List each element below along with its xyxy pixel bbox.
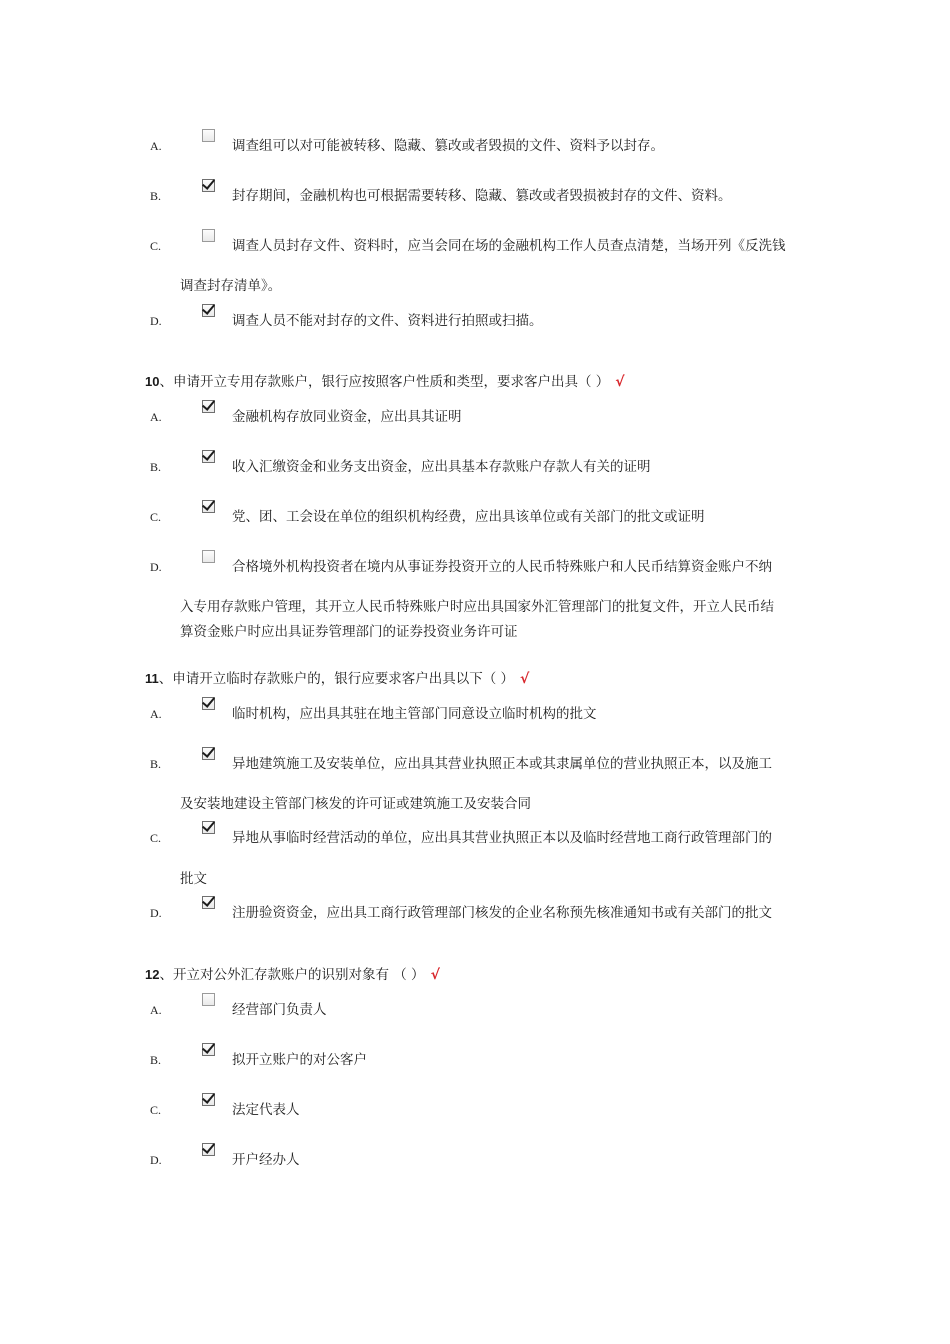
option-text-continued: 算资金账户时应出具证券管理部门的证券投资业务许可证 bbox=[180, 624, 518, 640]
option-letter: D. bbox=[150, 314, 162, 328]
option-checkbox[interactable] bbox=[202, 304, 215, 317]
option-text: 法定代表人 bbox=[232, 1102, 300, 1118]
option-text: 党、团、工会设在单位的组织机构经费，应出具该单位或有关部门的批文或证明 bbox=[232, 509, 705, 525]
option-text: 拟开立账户的对公客户 bbox=[232, 1052, 367, 1068]
option-letter: B. bbox=[150, 757, 162, 771]
correct-mark-icon: √ bbox=[520, 671, 530, 687]
option-letter: A. bbox=[150, 139, 162, 153]
option-text: 金融机构存放同业资金，应出具其证明 bbox=[232, 409, 462, 425]
option-text: 合格境外机构投资者在境内从事证券投资开立的人民币特殊账户和人民币结算资金账户不纳 bbox=[232, 559, 772, 575]
option-checkbox[interactable] bbox=[202, 1143, 215, 1156]
correct-mark-icon: √ bbox=[615, 374, 625, 390]
option-checkbox[interactable] bbox=[202, 179, 215, 192]
option-checkbox[interactable] bbox=[202, 821, 215, 834]
option-letter: C. bbox=[150, 510, 162, 524]
option-letter: B. bbox=[150, 460, 162, 474]
question-title bbox=[145, 669, 529, 689]
option-checkbox[interactable] bbox=[202, 550, 215, 563]
option-letter: D. bbox=[150, 906, 162, 920]
option-checkbox[interactable] bbox=[202, 450, 215, 463]
question-number: 12 bbox=[145, 967, 160, 982]
question-text: 、申请开立临时存款账户的，银行应要求客户出具以下（ ） bbox=[158, 671, 515, 687]
option-checkbox[interactable] bbox=[202, 896, 215, 909]
option-letter: A. bbox=[150, 410, 162, 424]
option-text: 注册验资资金，应出具工商行政管理部门核发的企业名称预先核准通知书或有关部门的批文 bbox=[232, 905, 772, 921]
option-letter: B. bbox=[150, 1053, 162, 1067]
question-number: 10 bbox=[145, 374, 160, 389]
question-text: 、开立对公外汇存款账户的识别对象有 （ ） bbox=[159, 967, 425, 983]
option-checkbox[interactable] bbox=[202, 500, 215, 513]
option-checkbox[interactable] bbox=[202, 1043, 215, 1056]
option-text: 经营部门负责人 bbox=[232, 1002, 327, 1018]
option-letter: A. bbox=[150, 1003, 162, 1017]
option-text-continued: 及安装地建设主管部门核发的许可证或建筑施工及安装合同 bbox=[180, 796, 531, 812]
option-text-continued: 批文 bbox=[180, 871, 207, 887]
option-checkbox[interactable] bbox=[202, 697, 215, 710]
option-checkbox[interactable] bbox=[202, 1093, 215, 1106]
option-letter: B. bbox=[150, 189, 162, 203]
correct-mark-icon: √ bbox=[430, 967, 440, 983]
option-letter: D. bbox=[150, 1153, 162, 1167]
question-number: 11 bbox=[145, 671, 159, 686]
option-text: 调查组可以对可能被转移、隐藏、篡改或者毁损的文件、资料予以封存。 bbox=[232, 138, 664, 154]
option-text: 临时机构，应出具其驻在地主管部门同意设立临时机构的批文 bbox=[232, 706, 597, 722]
option-letter: C. bbox=[150, 1103, 162, 1117]
option-text: 异地建筑施工及安装单位，应出具其营业执照正本或其隶属单位的营业执照正本，以及施工 bbox=[232, 756, 772, 772]
option-letter: D. bbox=[150, 560, 162, 574]
question-title bbox=[145, 372, 625, 392]
option-letter: C. bbox=[150, 239, 162, 253]
option-checkbox[interactable] bbox=[202, 747, 215, 760]
option-letter: C. bbox=[150, 831, 162, 845]
option-letter: A. bbox=[150, 707, 162, 721]
option-checkbox[interactable] bbox=[202, 229, 215, 242]
option-checkbox[interactable] bbox=[202, 400, 215, 413]
option-text: 调查人员不能对封存的文件、资料进行拍照或扫描。 bbox=[232, 313, 543, 329]
option-text-continued: 调查封存清单》。 bbox=[180, 278, 282, 294]
option-text: 封存期间，金融机构也可根据需要转移、隐藏、篡改或者毁损被封存的文件、资料。 bbox=[232, 188, 732, 204]
option-text: 异地从事临时经营活动的单位，应出具其营业执照正本以及临时经营地工商行政管理部门的 bbox=[232, 830, 772, 846]
option-text: 开户经办人 bbox=[232, 1152, 300, 1168]
option-text: 调查人员封存文件、资料时，应当会同在场的金融机构工作人员查点清楚，当场开列《反洗钱 bbox=[232, 238, 786, 254]
option-checkbox[interactable] bbox=[202, 129, 215, 142]
option-text: 收入汇缴资金和业务支出资金，应出具基本存款账户存款人有关的证明 bbox=[232, 459, 651, 475]
question-text: 、申请开立专用存款账户，银行应按照客户性质和类型，要求客户出具（ ） bbox=[159, 374, 610, 390]
option-text-continued: 入专用存款账户管理，其开立人民币特殊账户时应出具国家外汇管理部门的批复文件，开立人民币结 bbox=[180, 599, 774, 615]
question-title bbox=[145, 965, 440, 985]
option-checkbox[interactable] bbox=[202, 993, 215, 1006]
